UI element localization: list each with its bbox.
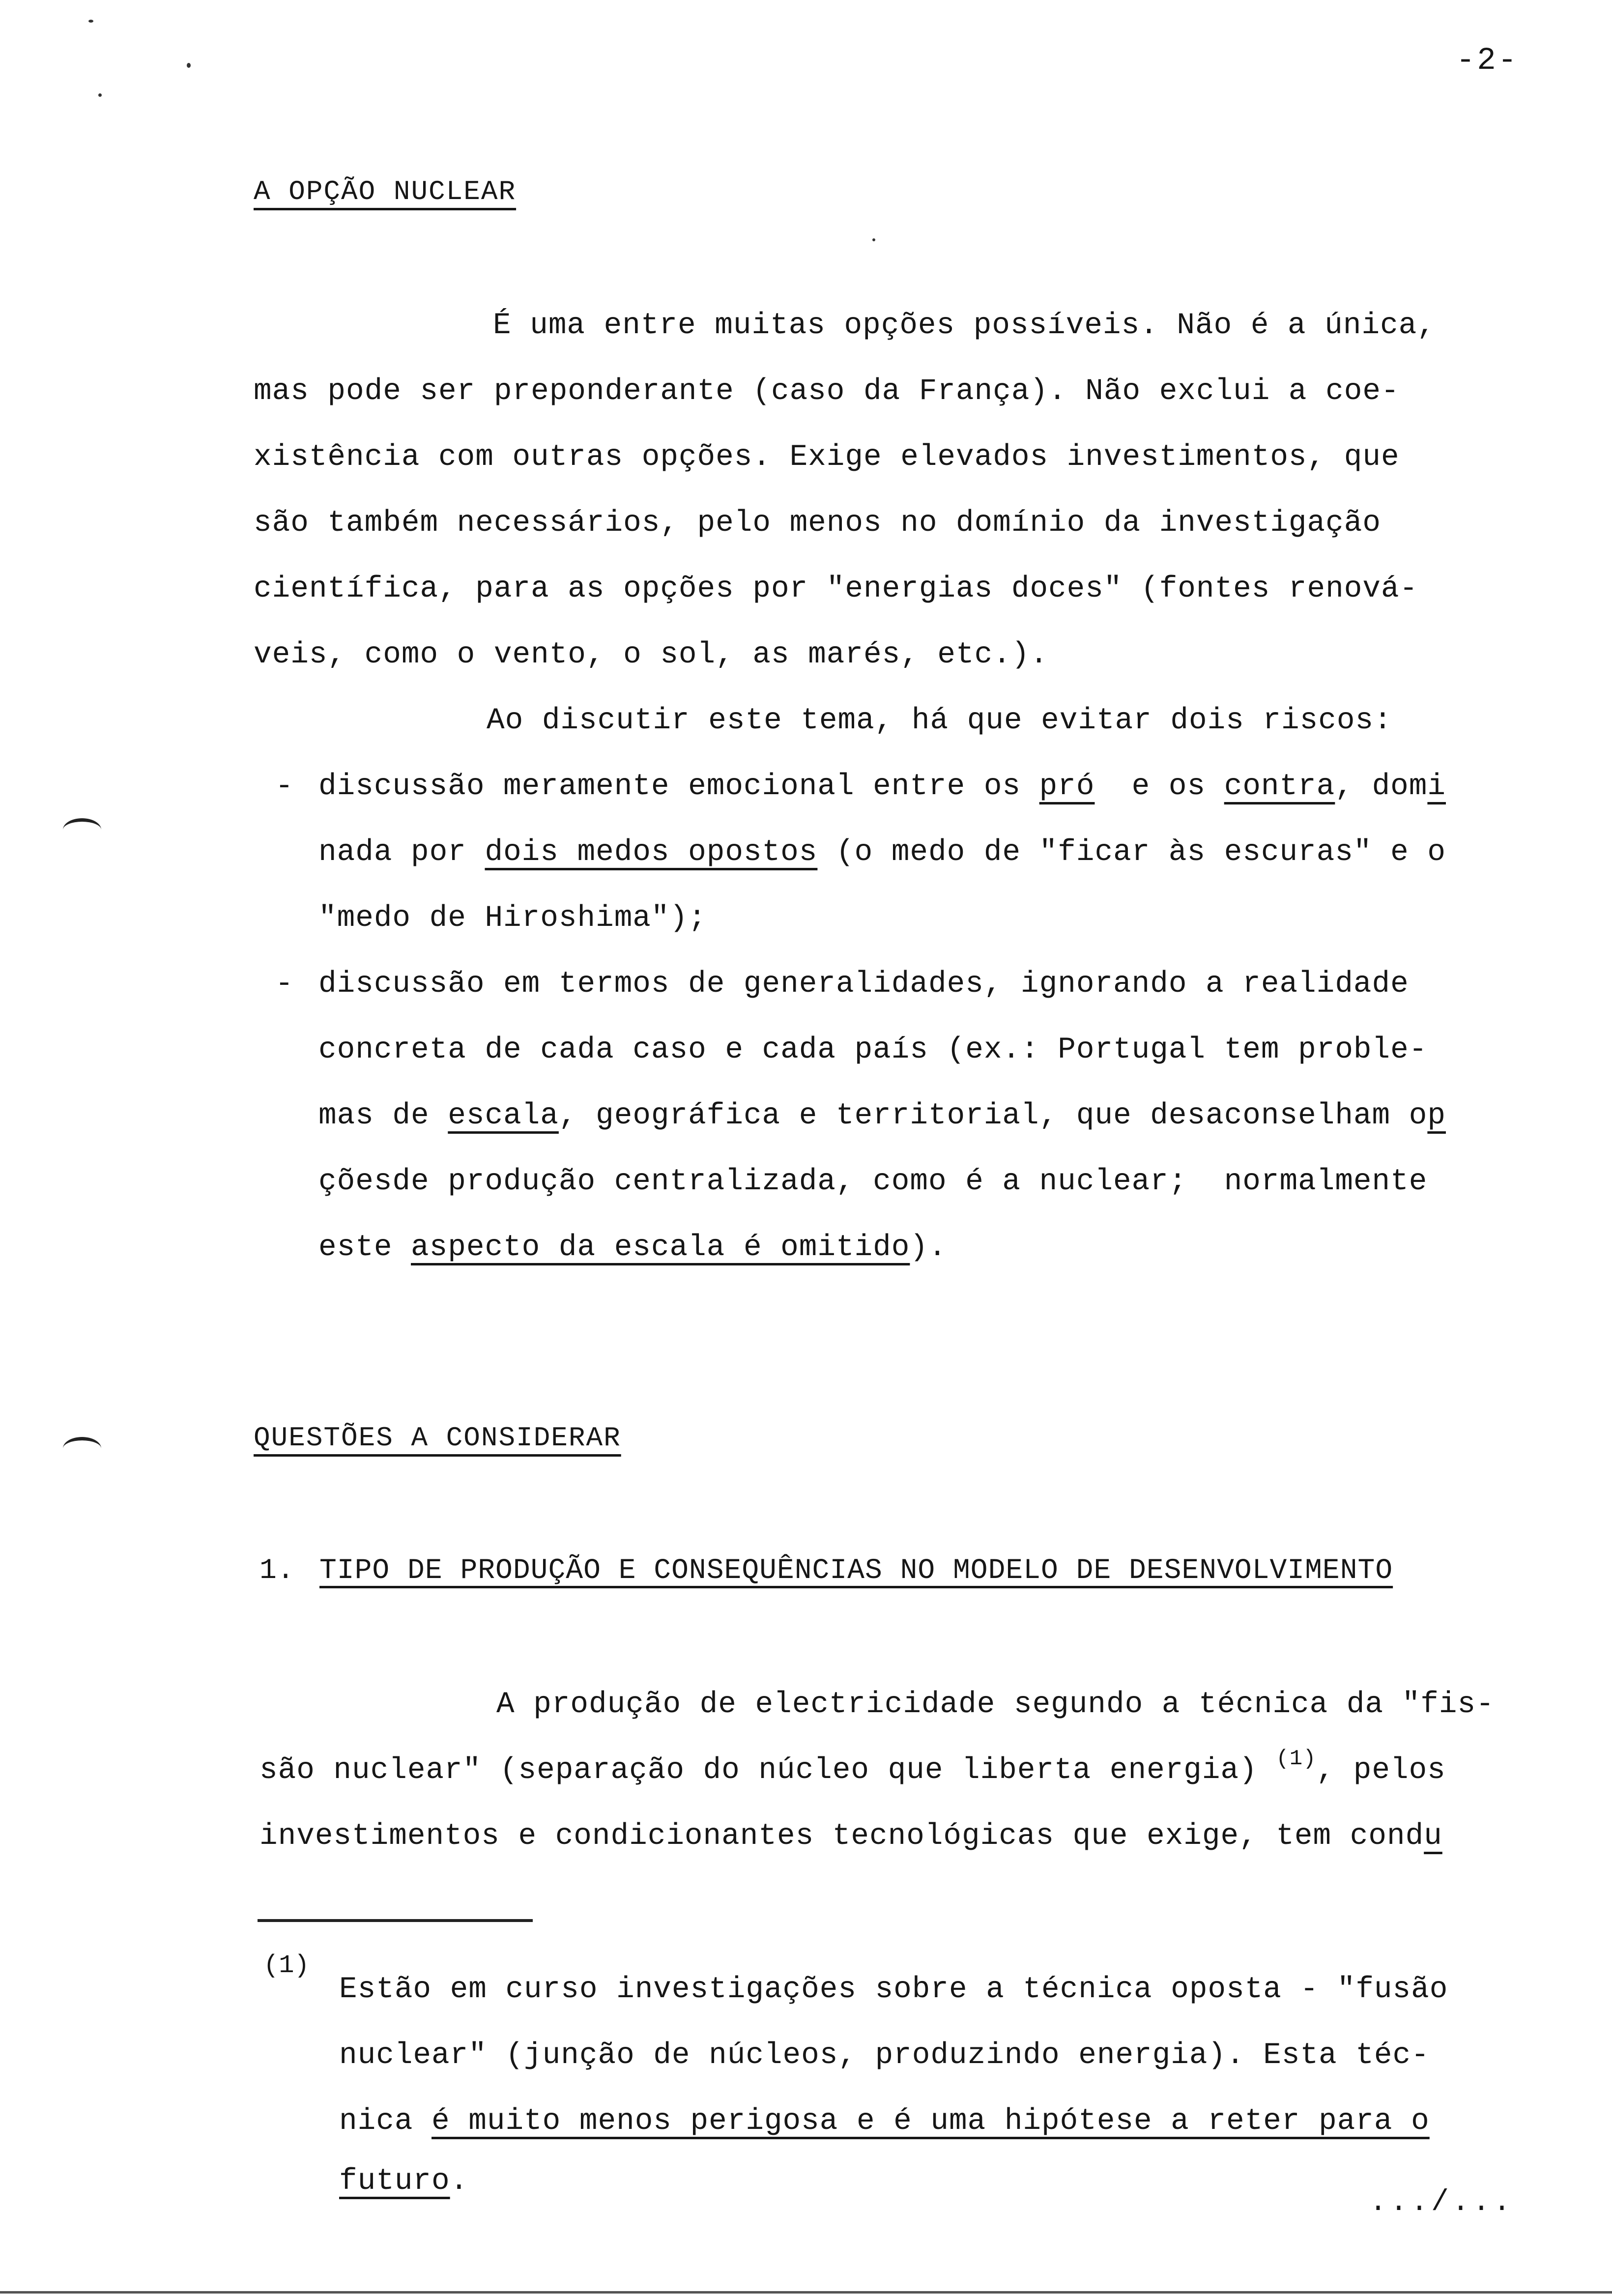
text: . (450, 2164, 469, 2198)
bullet-1-line-2 (318, 835, 1446, 869)
text: , geográfica e territorial, que desaconselham o (558, 1099, 1428, 1133)
bullet-1-line-1 (318, 770, 1446, 804)
speck-2 (187, 63, 191, 68)
section-heading-opcao-nuclear: A OPÇÃO NUCLEAR (254, 176, 517, 207)
text: nada por (318, 835, 485, 869)
footnote-line-3 (339, 2104, 1430, 2138)
paragraph-1-line-5: científica, para as opções por "energias doces" (fontes renová- (254, 572, 1418, 606)
continuation-marker: .../... (1369, 2186, 1514, 2219)
paragraph-3-line-1: A produção de electricidade segundo a técnica da "fis- (496, 1688, 1495, 1722)
paragraph-2-intro: Ao discutir este tema, há que evitar dois riscos: (487, 704, 1392, 738)
text: investimentos e condicionantes tecnológicas que exige, tem cond (259, 1819, 1424, 1853)
margin-mark-1 (63, 818, 101, 841)
footnote-reference: (1) (1276, 1747, 1317, 1771)
emphasis-menos-perigosa: é muito menos perigosa e é uma hipótese a reter para o (432, 2104, 1430, 2138)
text: u (1424, 1819, 1442, 1853)
text: são nuclear" (separação do núcleo que liberta energia) (259, 1753, 1276, 1787)
text: p (1427, 1099, 1446, 1133)
footnote-line-1: Estão em curso investigações sobre a técnica oposta - "fusão (339, 1973, 1448, 2007)
text: (o medo de "ficar às escuras" e o (817, 835, 1446, 869)
page-number: -2- (1456, 43, 1519, 79)
bullet-2-line-4: çõesde produção centralizada, como é a nuclear; normalmente (318, 1165, 1428, 1199)
footnote-line-2: nuclear" (junção de núcleos, produzindo energia). Esta téc- (339, 2038, 1430, 2072)
footnote-marker: (1) (263, 1951, 310, 1980)
bullet-2-line-5 (318, 1231, 947, 1264)
footnote-rule (258, 1919, 533, 1922)
bullet-2-line-2: concreta de cada caso e cada país (ex.: Portugal tem proble- (318, 1033, 1428, 1067)
speck-1 (88, 20, 93, 23)
bullet-1-line-3: "medo de Hiroshima"); (318, 901, 707, 935)
paragraph-1-line-1: É uma entre muitas opções possíveis. Não é a única, (493, 309, 1436, 343)
text: nica (339, 2104, 432, 2138)
speck-3 (98, 93, 102, 97)
text: este (318, 1231, 411, 1264)
speck-4 (872, 238, 875, 241)
page-bottom-edge (0, 2291, 1612, 2294)
emphasis-escala: escala (448, 1099, 559, 1133)
emphasis-aspecto-escala: aspecto da escala é omitido (411, 1231, 910, 1264)
text: i (1427, 770, 1446, 804)
emphasis-contra: contra (1224, 770, 1335, 804)
bullet-2-line-3 (318, 1099, 1446, 1133)
paragraph-3-line-2 (259, 1747, 1446, 1787)
footnote-line-4 (339, 2164, 468, 2198)
paragraph-1-line-3: xistência com outras opções. Exige elevados investimentos, que (254, 440, 1400, 474)
text: ). (910, 1231, 947, 1264)
bullet-2-dash: - (275, 967, 294, 1001)
text: discussão meramente emocional entre os (318, 770, 1039, 804)
margin-mark-2 (63, 1437, 101, 1460)
text: e os (1094, 770, 1224, 804)
emphasis-futuro: futuro (339, 2164, 450, 2198)
bullet-1-dash: - (275, 770, 294, 804)
emphasis-pro: pró (1039, 770, 1095, 804)
text: , dom (1335, 770, 1428, 804)
subheading-number: 1. (259, 1555, 295, 1587)
paragraph-1-line-2: mas pode ser preponderante (caso da França). Não exclui a coe- (254, 374, 1400, 408)
section-heading-questoes: QUESTÕES A CONSIDERAR (254, 1422, 621, 1454)
subheading-tipo-producao: TIPO DE PRODUÇÃO E CONSEQUÊNCIAS NO MODELO DE DESENVOLVIMENTO (319, 1555, 1393, 1587)
paragraph-1-line-6: veis, como o vento, o sol, as marés, etc.). (254, 638, 1049, 672)
text: , pelos (1316, 1753, 1446, 1787)
emphasis-dois-medos: dois medos opostos (485, 835, 818, 869)
bullet-2-line-1: discussão em termos de generalidades, ignorando a realidade (318, 967, 1409, 1001)
paragraph-3-line-3 (259, 1819, 1442, 1853)
text: mas de (318, 1099, 448, 1133)
paragraph-1-line-4: são também necessários, pelo menos no domínio da investigação (254, 506, 1381, 540)
